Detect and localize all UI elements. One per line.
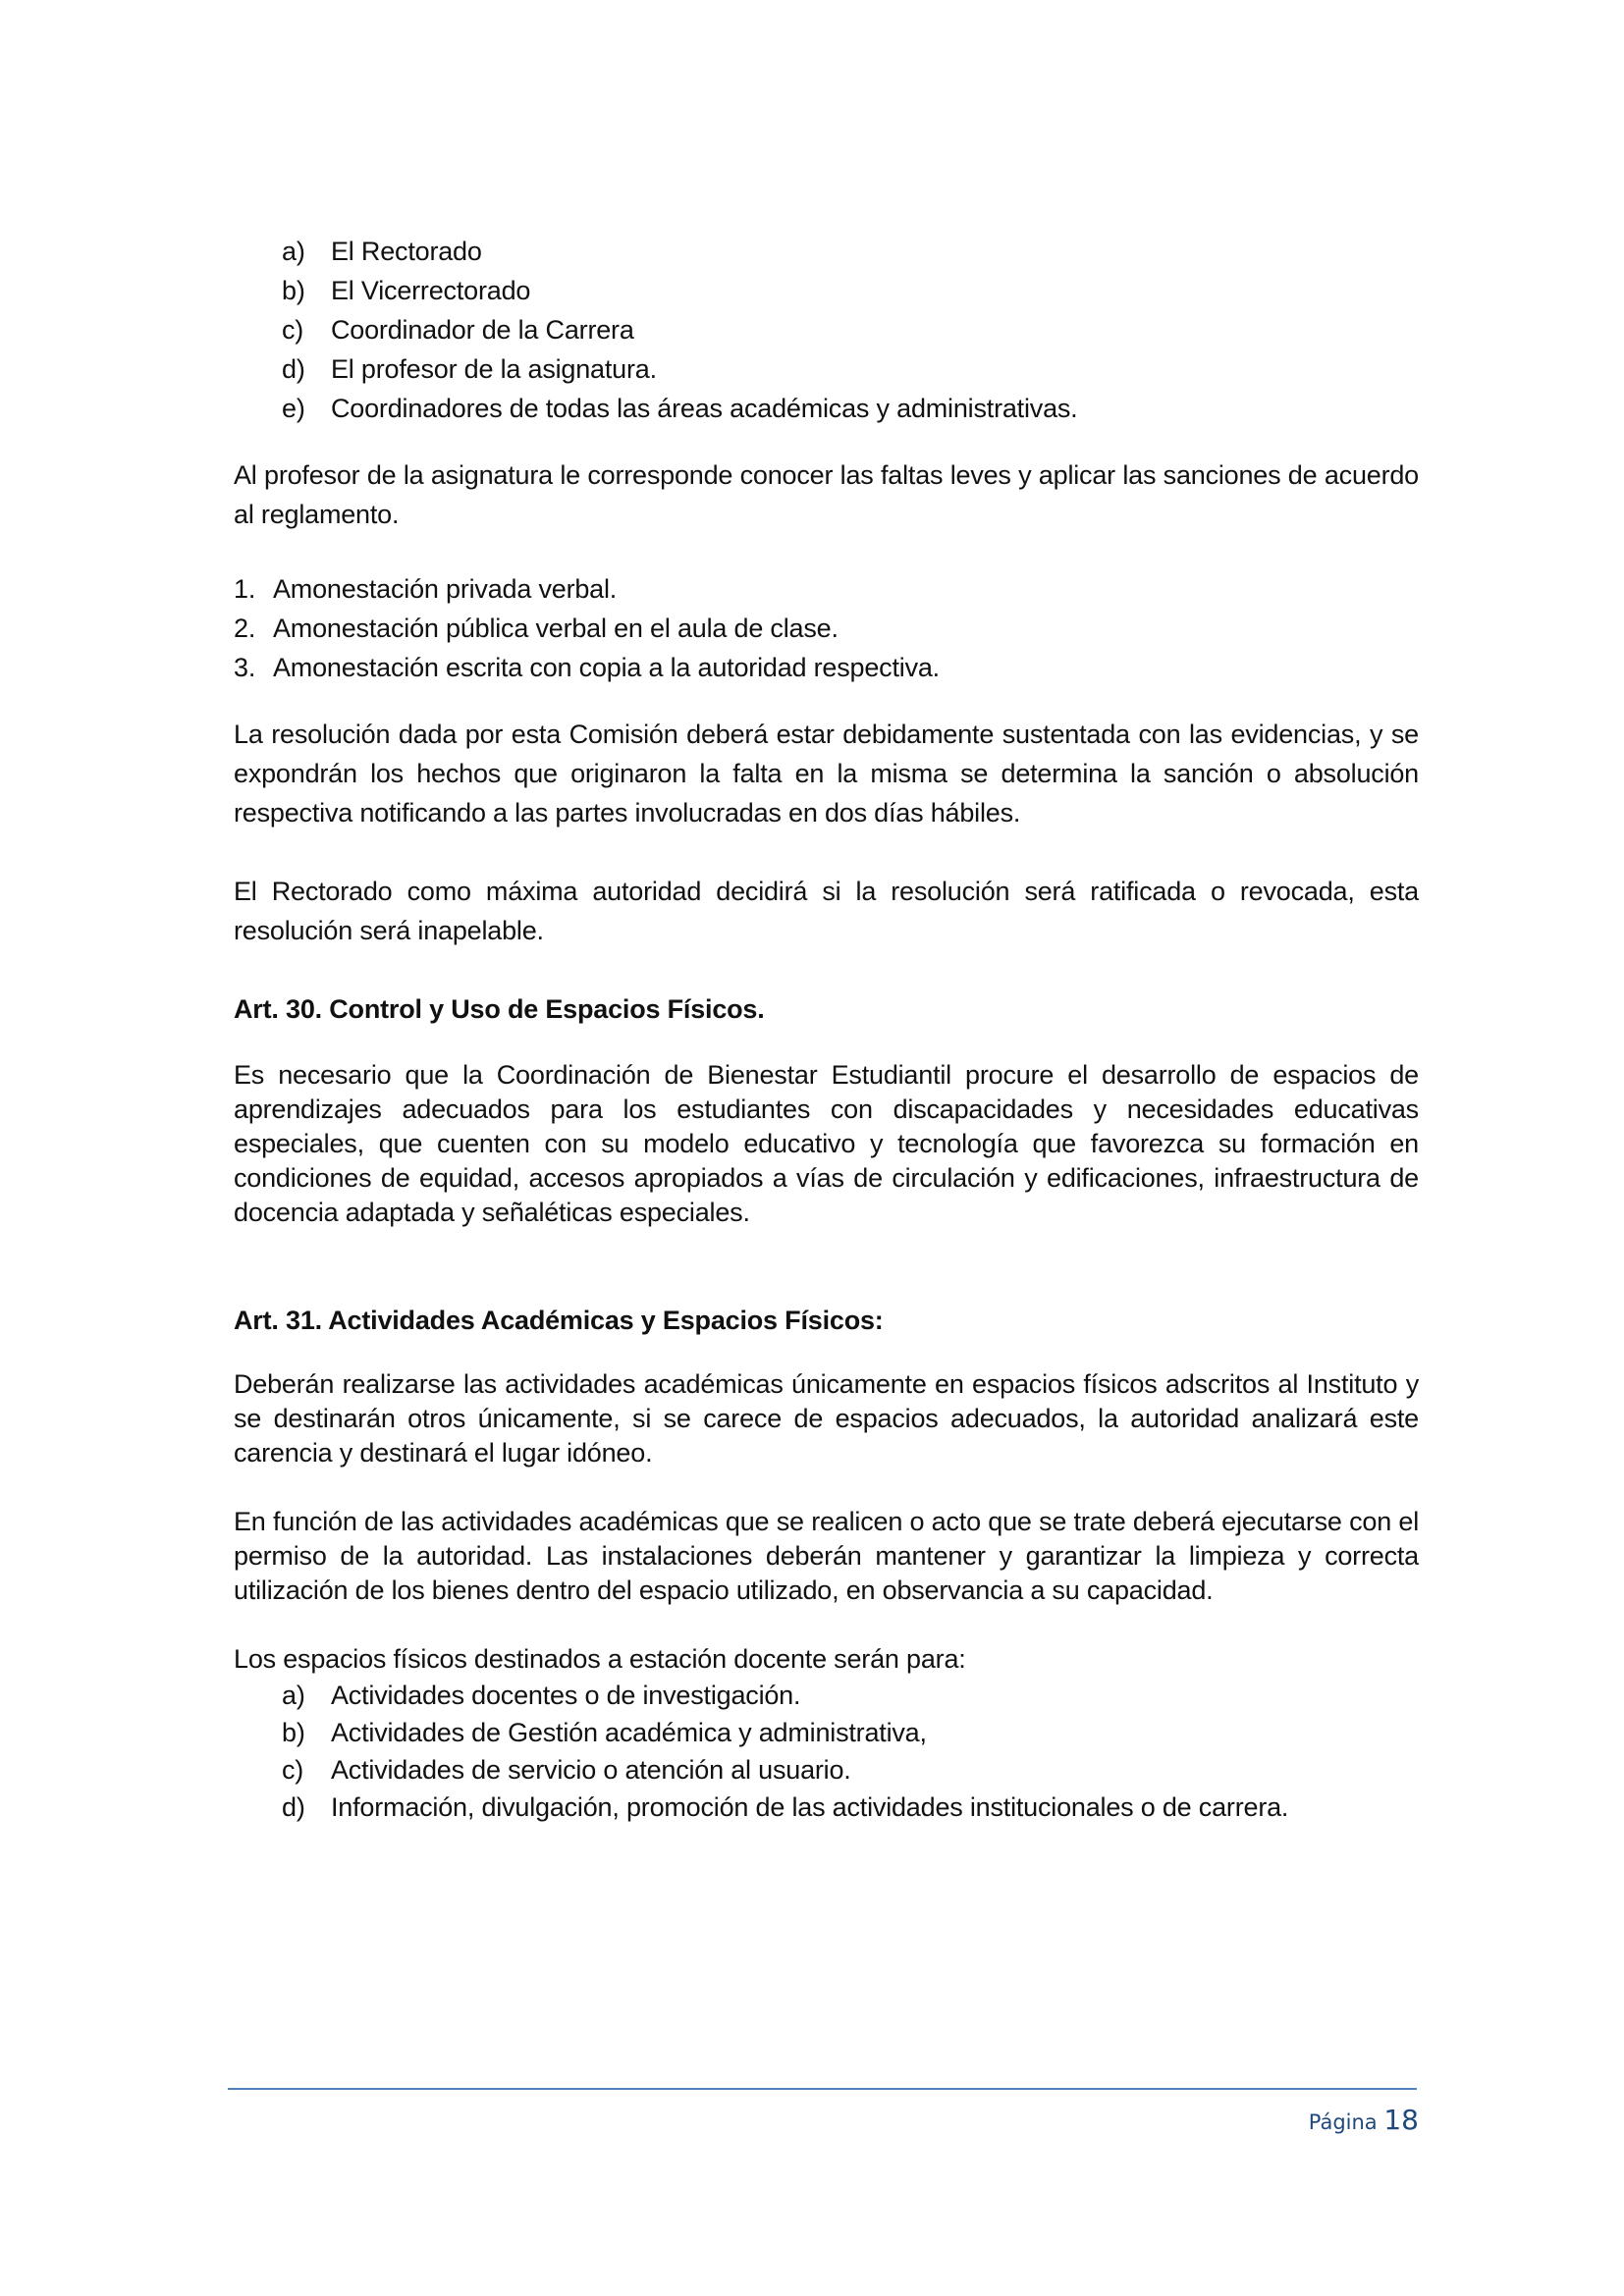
- list-item-text: El Vicerrectorado: [331, 276, 531, 305]
- list-item-text: Amonestación privada verbal.: [273, 574, 618, 604]
- list-item: [234, 271, 1419, 310]
- list-marker: 2.: [234, 614, 256, 643]
- list-item-text: El profesor de la asignatura.: [331, 354, 657, 384]
- footer-divider: [228, 2088, 1417, 2090]
- page-number: 18: [1383, 2104, 1419, 2136]
- list-item-text: Coordinadores de todas las áreas académicas y administrativas.: [331, 394, 1078, 423]
- list-item: [234, 389, 1419, 428]
- list-item-text: Amonestación escrita con copia a la autoridad respectiva.: [273, 653, 940, 682]
- list-item-text: Actividades de Gestión académica y administrativa,: [331, 1718, 927, 1747]
- page-content: [234, 232, 1419, 1826]
- page-number-footer: [1309, 2104, 1419, 2139]
- list-item: [234, 1751, 1419, 1789]
- list-item: [234, 609, 1419, 648]
- list-item: [234, 1677, 1419, 1714]
- list-marker: c): [282, 315, 304, 345]
- list-marker: b): [282, 1718, 305, 1747]
- art31-paragraph-2: En función de las actividades académicas que se realicen o acto que se trate deberá ejecutarse con el permiso de la autoridad. Las instalaciones deberán mantener y garantizar la limpieza y correcta utilización de los bienes dentro del espacio utilizado, en observancia a su capacidad.: [234, 1507, 1419, 1605]
- list-item-text: Coordinador de la Carrera: [331, 315, 634, 345]
- list-marker: a): [282, 1681, 305, 1710]
- list-marker: a): [282, 237, 305, 266]
- sanctions-list: [234, 569, 1419, 687]
- art31-paragraph-3-intro: Los espacios físicos destinados a estación docente serán para:: [234, 1644, 966, 1674]
- list-marker: c): [282, 1755, 304, 1785]
- list-item-text: Actividades de servicio o atención al usuario.: [331, 1755, 851, 1785]
- list-marker: d): [282, 1792, 305, 1822]
- paragraph-resolucion: La resolución dada por esta Comisión deberá estar debidamente sustentada con las evidencias, y se expondrán los hechos que originaron la falta en la misma se determina la sanción o absolución respectiva notificando a las partes involucradas en dos días hábiles.: [234, 720, 1419, 828]
- list-item: [234, 349, 1419, 389]
- art31-heading: Art. 31. Actividades Académicas y Espacios Físicos:: [234, 1306, 884, 1335]
- list-item: [234, 310, 1419, 349]
- list-marker: 3.: [234, 653, 256, 682]
- list-marker: e): [282, 394, 305, 423]
- list-item-text: Información, divulgación, promoción de las actividades institucionales o de carrera.: [331, 1792, 1289, 1822]
- list-item: [234, 569, 1419, 609]
- art31-paragraph-1: Deberán realizarse las actividades académicas únicamente en espacios físicos adscritos al Instituto y se destinarán otros únicamente, si se carece de espacios adecuados, la autoridad analizará este carencia y destinará el lugar idóneo.: [234, 1369, 1419, 1468]
- list-item: [234, 648, 1419, 687]
- list-item: [234, 1714, 1419, 1751]
- list-item-text: Actividades docentes o de investigación.: [331, 1681, 801, 1710]
- list-marker: 1.: [234, 574, 256, 604]
- paragraph-rectorado: El Rectorado como máxima autoridad decidirá si la resolución será ratificada o revocada, esta resolución será inapelable.: [234, 877, 1419, 945]
- paragraph-profesor: Al profesor de la asignatura le corresponde conocer las faltas leves y aplicar las sanciones de acuerdo al reglamento.: [234, 460, 1419, 529]
- list-item: [234, 1789, 1419, 1826]
- art30-heading: Art. 30. Control y Uso de Espacios Físicos.: [234, 994, 765, 1024]
- list-item: [234, 232, 1419, 271]
- list-marker: d): [282, 354, 305, 384]
- authority-list: [234, 232, 1419, 428]
- art30-body: Es necesario que la Coordinación de Bienestar Estudiantil procure el desarrollo de espacios de aprendizajes adecuados para los estudiantes con discapacidades y necesidades educativas especiales, que cuenten con su modelo educativo y tecnología que favorezca su formación en condiciones de equidad, accesos apropiados a vías de circulación y edificaciones, infraestructura de docencia adaptada y señaléticas especiales.: [234, 1060, 1419, 1227]
- spaces-list: [234, 1677, 1419, 1826]
- list-item-text: Amonestación pública verbal en el aula de clase.: [273, 614, 839, 643]
- list-marker: b): [282, 276, 305, 305]
- page-label: Página: [1308, 2110, 1378, 2134]
- list-item-text: El Rectorado: [331, 237, 482, 266]
